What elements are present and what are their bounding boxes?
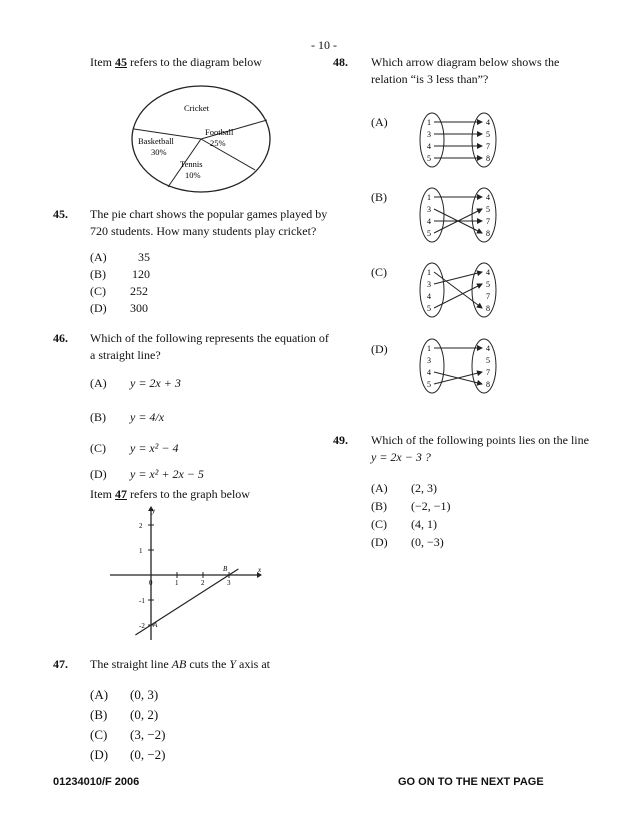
q47-text-suffix: axis at — [236, 657, 271, 671]
question-number-47: 47. — [53, 657, 68, 671]
item-number: 47 — [115, 487, 127, 501]
pie-pct-football: 25% — [210, 138, 226, 148]
y-tick-label--2: -2 — [139, 622, 145, 630]
option-label: (C) — [371, 517, 387, 531]
range-oval — [472, 113, 496, 167]
option-label: (D) — [90, 467, 107, 481]
option-value: (0, 2) — [130, 707, 159, 722]
option-48-b-label[interactable]: (B) — [371, 190, 387, 204]
option-label: (B) — [90, 409, 106, 424]
option-46-c[interactable] — [90, 432, 290, 456]
range-value-8: 8 — [486, 154, 490, 163]
x-tick-label-2: 2 — [201, 579, 205, 587]
pie-chart — [130, 84, 272, 194]
pie-label-cricket: Cricket — [184, 103, 210, 113]
question-47-text — [90, 657, 270, 672]
domain-value-5: 5 — [427, 304, 431, 313]
question-45-options — [90, 250, 150, 318]
question-45-text: The pie chart shows the popular games played by 720 students. How many students play cricket? — [90, 207, 328, 238]
line-graph — [105, 505, 265, 645]
domain-oval — [420, 188, 444, 242]
domain-value-4: 4 — [427, 292, 431, 301]
option-45-b[interactable] — [90, 267, 150, 284]
option-45-a[interactable] — [90, 250, 150, 267]
x-axis-label: x — [258, 566, 262, 574]
item-suffix: refers to the graph below — [127, 487, 250, 501]
point-a-label: A — [153, 621, 158, 629]
range-value-4: 4 — [486, 118, 490, 127]
option-49-d[interactable] — [371, 535, 451, 553]
option-label: (A) — [90, 687, 109, 702]
domain-value-3: 3 — [427, 356, 431, 365]
domain-value-1: 1 — [427, 344, 431, 353]
range-value-4: 4 — [486, 193, 490, 202]
option-value: (2, 3) — [411, 481, 437, 495]
option-value: y = 2x + 3 — [130, 376, 181, 390]
option-value: 35 — [138, 250, 150, 264]
option-47-a[interactable] — [90, 687, 166, 707]
arrow-diagram-b — [418, 187, 498, 247]
domain-value-3: 3 — [427, 280, 431, 289]
question-number-46: 46. — [53, 331, 68, 345]
option-value: (0, −3) — [411, 535, 444, 549]
option-value: 252 — [130, 284, 148, 298]
option-value: y = x² + 2x − 5 — [130, 467, 204, 481]
question-number-45: 45. — [53, 207, 68, 221]
range-value-7: 7 — [486, 368, 490, 377]
range-value-5: 5 — [486, 280, 490, 289]
question-48-text: Which arrow diagram below shows the relation “is 3 less than”? — [371, 55, 560, 86]
option-49-a[interactable] — [371, 481, 451, 499]
domain-value-4: 4 — [427, 368, 431, 377]
option-label: (D) — [90, 301, 107, 315]
domain-value-5: 5 — [427, 154, 431, 163]
range-value-7: 7 — [486, 142, 490, 151]
question-49-equation: y = 2x − 3 ? — [371, 450, 431, 464]
option-45-d[interactable] — [90, 301, 150, 318]
q47-text-prefix: The straight line — [90, 657, 172, 671]
option-value: (0, −2) — [130, 747, 166, 762]
option-label: (B) — [90, 707, 108, 722]
y-tick-label-1: 1 — [139, 547, 143, 555]
footer-code: 01234010/F 2006 — [53, 776, 140, 788]
option-label: (D) — [371, 535, 388, 549]
question-46-text: Which of the following represents the equation of a straight line? — [90, 331, 329, 362]
domain-value-1: 1 — [427, 193, 431, 202]
domain-value-3: 3 — [427, 205, 431, 214]
x-tick-label-0: 0 — [149, 579, 153, 587]
option-49-b[interactable] — [371, 499, 451, 517]
range-oval — [472, 263, 496, 317]
domain-value-1: 1 — [427, 268, 431, 277]
range-value-5: 5 — [486, 130, 490, 139]
range-value-5: 5 — [486, 205, 490, 214]
page-number: - 10 - — [311, 38, 337, 52]
item-number: 45 — [115, 55, 127, 69]
domain-value-4: 4 — [427, 217, 431, 226]
item45-reference — [90, 55, 262, 70]
pie-label-basketball: Basketball — [138, 136, 174, 146]
arrow-diagram-a — [418, 112, 498, 172]
option-value: (0, 3) — [130, 687, 159, 702]
domain-value-5: 5 — [427, 380, 431, 389]
option-47-b[interactable] — [90, 707, 166, 727]
y-tick-label--1: -1 — [139, 597, 145, 605]
footer-next-page: GO ON TO THE NEXT PAGE — [398, 776, 544, 788]
domain-oval — [420, 339, 444, 393]
pie-pct-basketball: 30% — [151, 147, 167, 157]
option-value: y = 4/x — [130, 409, 165, 424]
option-label: (C) — [90, 284, 106, 298]
range-value-8: 8 — [486, 229, 490, 238]
item-word: Item — [90, 55, 115, 69]
range-oval — [472, 188, 496, 242]
question-47-options — [90, 687, 166, 767]
pie-pct-tennis: 10% — [185, 170, 201, 180]
option-49-c[interactable] — [371, 517, 451, 535]
pie-label-football: Football — [205, 127, 234, 137]
option-label: (A) — [90, 250, 107, 264]
question-46-options — [90, 376, 290, 482]
option-label: (A) — [371, 481, 388, 495]
x-tick-label-3: 3 — [227, 579, 231, 587]
option-46-d[interactable] — [90, 456, 290, 482]
q47-axis-name: Y — [229, 657, 237, 671]
range-value-4: 4 — [486, 268, 490, 277]
option-label: (C) — [90, 727, 108, 742]
option-value: (3, −2) — [130, 727, 166, 742]
option-label: (A) — [90, 376, 107, 390]
option-value: y = x² − 4 — [130, 441, 179, 455]
domain-value-4: 4 — [427, 142, 431, 151]
y-tick-label-2: 2 — [139, 522, 143, 530]
arrow-diagram-d — [418, 338, 498, 398]
option-46-a[interactable] — [90, 376, 290, 402]
domain-value-3: 3 — [427, 130, 431, 139]
point-b-label: B — [223, 565, 228, 573]
option-47-d[interactable] — [90, 747, 166, 767]
pie-label-tennis: Tennis — [180, 159, 203, 169]
arrow-5-to-5 — [434, 284, 482, 308]
option-48-d-label[interactable]: (D) — [371, 342, 388, 356]
item-suffix: refers to the diagram below — [127, 55, 262, 69]
option-46-b[interactable] — [90, 402, 290, 432]
option-label: (B) — [90, 267, 106, 281]
item47-reference — [90, 487, 250, 502]
question-number-48: 48. — [333, 55, 348, 69]
range-value-4: 4 — [486, 344, 490, 353]
option-48-c-label[interactable]: (C) — [371, 265, 387, 279]
option-47-c[interactable] — [90, 727, 166, 747]
question-number-49: 49. — [333, 433, 348, 447]
axis-ticks — [139, 522, 231, 630]
option-48-a-label[interactable]: (A) — [371, 115, 388, 129]
option-value: 120 — [132, 267, 150, 281]
option-value: (−2, −1) — [411, 499, 451, 513]
item-word: Item — [90, 487, 115, 501]
arrow-diagram-c — [418, 262, 498, 322]
option-label: (C) — [90, 441, 106, 455]
y-axis-label: y — [152, 507, 156, 515]
range-value-8: 8 — [486, 304, 490, 313]
question-49-options — [371, 481, 451, 553]
domain-oval — [420, 113, 444, 167]
x-tick-label-1: 1 — [175, 579, 179, 587]
question-49-text: Which of the following points lies on the line — [371, 433, 589, 447]
option-value: 300 — [130, 301, 148, 315]
option-value: (4, 1) — [411, 517, 437, 531]
range-value-7: 7 — [486, 217, 490, 226]
range-value-8: 8 — [486, 380, 490, 389]
range-value-7: 7 — [486, 292, 490, 301]
range-oval — [472, 339, 496, 393]
domain-value-5: 5 — [427, 229, 431, 238]
domain-oval — [420, 263, 444, 317]
option-label: (B) — [371, 499, 387, 513]
range-value-5: 5 — [486, 356, 490, 365]
arrow-1-to-8 — [434, 272, 482, 308]
q47-line-name: AB — [171, 657, 187, 671]
q47-text-mid: cuts the — [186, 657, 230, 671]
option-label: (D) — [90, 747, 109, 762]
option-45-c[interactable] — [90, 284, 150, 301]
domain-value-1: 1 — [427, 118, 431, 127]
